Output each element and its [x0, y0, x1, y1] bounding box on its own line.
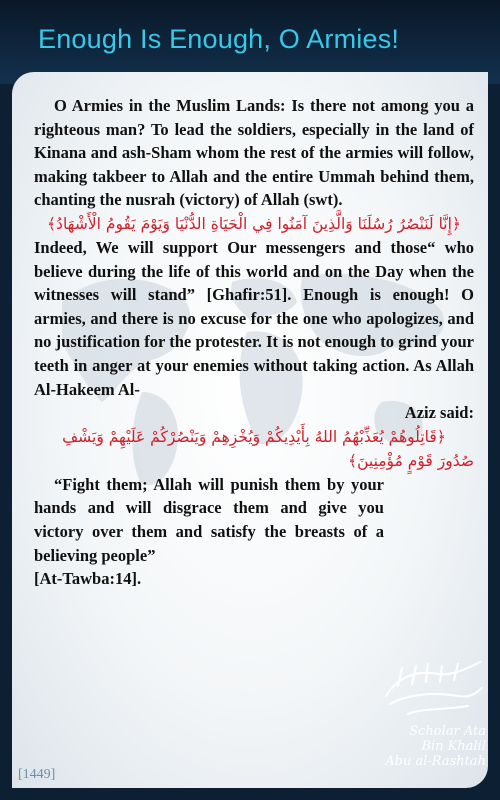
page-number: [1449] [18, 767, 56, 782]
quran-verse-tawba-line1: ﴿قَاتِلُوهُمْ يُعَذِّبْهُمُ اللهُ بِأَيْدِيكُمْ وَيُخْزِهِمْ وَيَنْصُرْكُمْ عَلَيْهِمْ وَيَشْفِ [62, 427, 446, 446]
author-line-2: Bin Khalil [421, 739, 486, 754]
page-title: Enough Is Enough, O Armies! [38, 24, 400, 54]
article-body [34, 94, 474, 591]
tawba-translation-text: “Fight them; Allah will punish them by your hands and will disgrace them and give you victory over them and satisfy the breasts of a believing people” [34, 474, 384, 565]
author-signature [378, 656, 488, 786]
author-line-1: Scholar Ata [409, 724, 486, 739]
paragraph-translation-ghafir: Indeed, We will support Our messengers and those“ who believe during the life of this world and on the Day when the witnesses will stand” [Ghafir:51]. Enough is enough! O armies, and there is no excuse for the one who apologizes, and no justification for the protester. It is not enough to grind your teeth in anger at your enemies without taking action. As Allah Al-Hakeem Al- [34, 237, 474, 399]
paragraph-intro: O Armies in the Muslim Lands: Is there not among you a righteous man? To lead the soldiers, especially in the land of Kinana and ash-Sham whom the rest of the armies will follow, making takbeer to Allah and the entire Ummah behind them, chanting the nusrah (victory) of Allah (swt). [34, 96, 474, 210]
verse-reference-tawba: [At-Tawba:14]. [34, 569, 142, 589]
calligraphy-seal-icon [378, 656, 488, 720]
paragraph-translation-tawba [34, 473, 384, 567]
author-line-3: Abu al-Rashtah [385, 754, 486, 769]
quran-verse-ghafir: ﴿إِنَّا لَنَنْصُرُ رُسُلَنَا وَالَّذِينَ آمَنُوا فِي الْحَيَاةِ الدُّنْيَا وَيَوْمَ يَقُومُ الْأَشْهَادُ﴾ [46, 214, 462, 233]
author-name [378, 724, 486, 769]
paragraph-translation-end: :Aziz said [404, 403, 474, 423]
quran-verse-tawba-line2: صُدُورَ قَوْمٍ مُؤْمِنِينَ﴾ [348, 451, 474, 470]
